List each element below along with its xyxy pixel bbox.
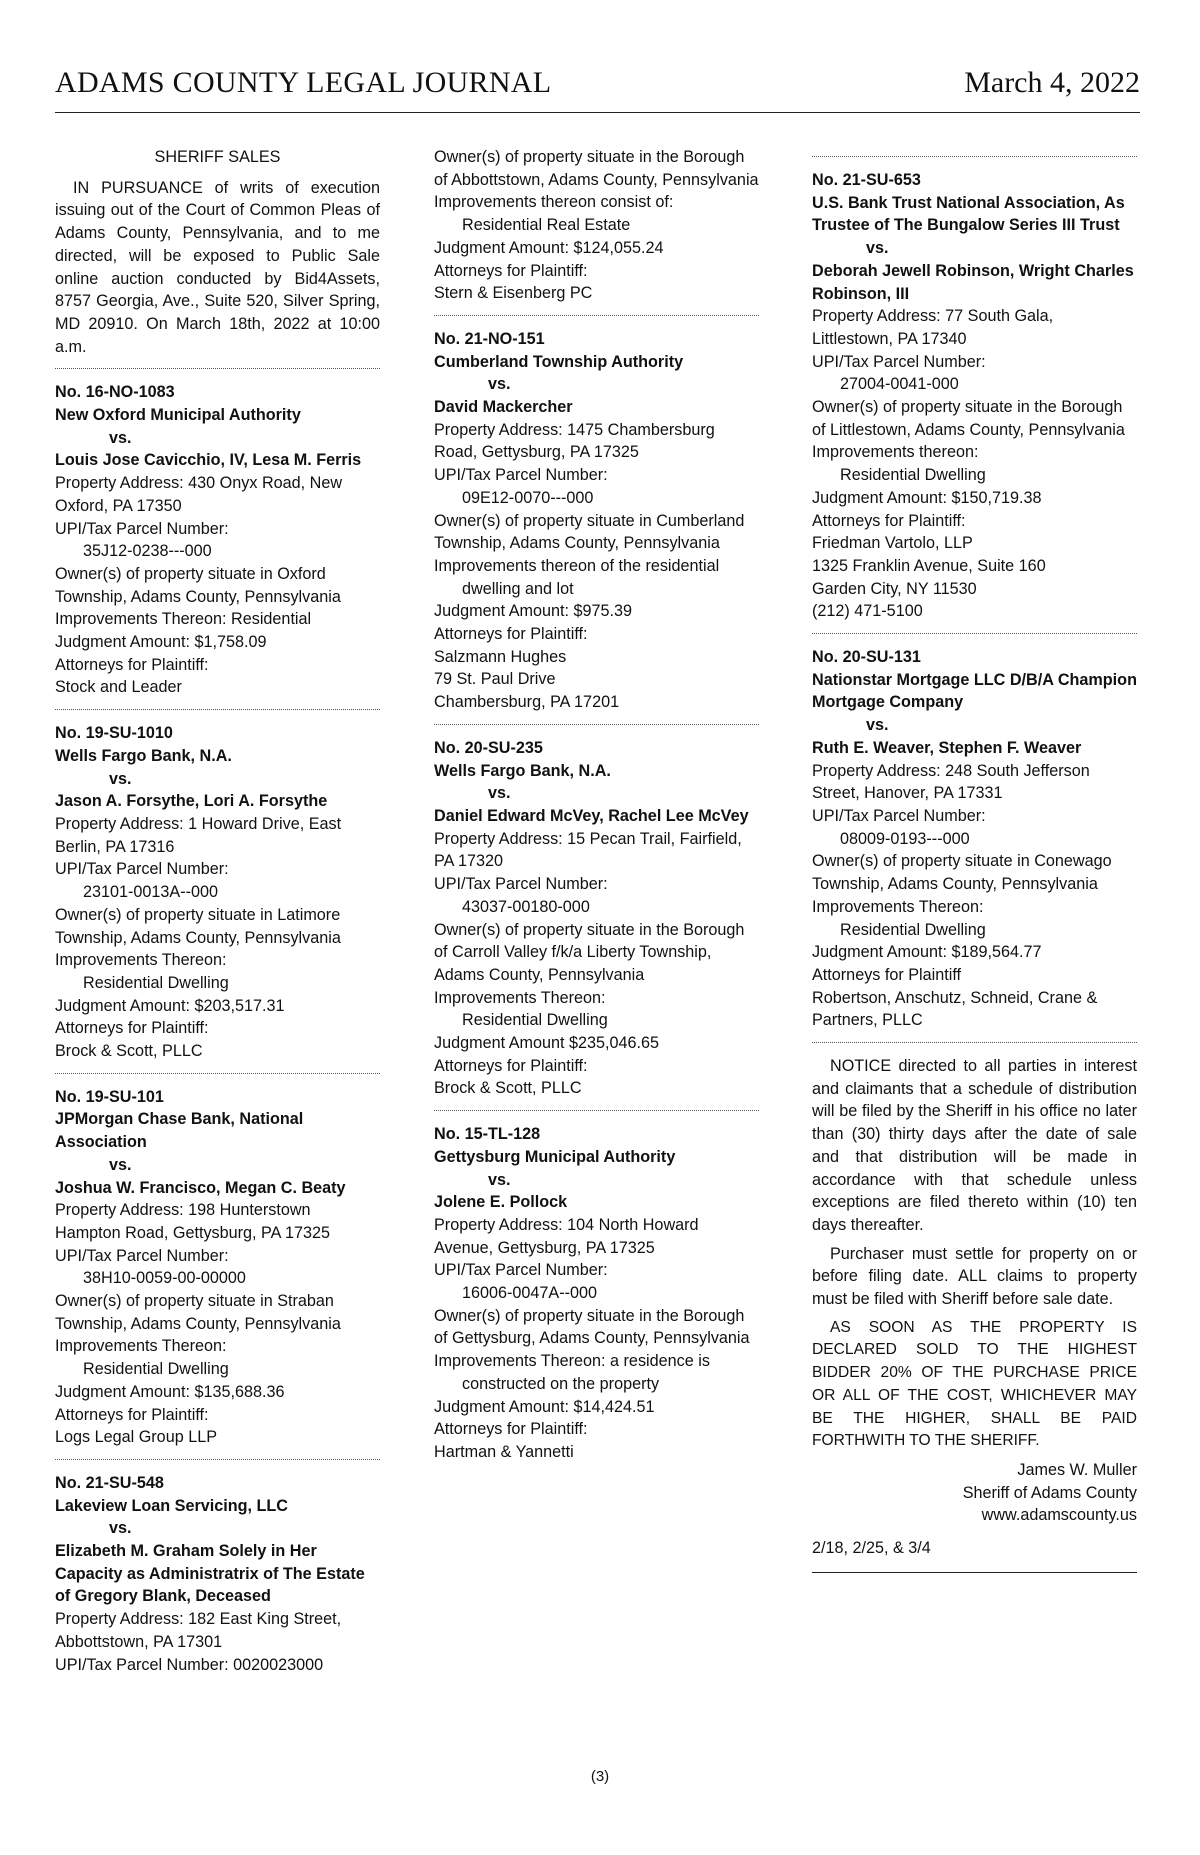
case-entry <box>55 722 380 1063</box>
defendant: Ruth E. Weaver, Stephen F. Weaver <box>812 738 1082 757</box>
attorneys-address-line-2: Chambersburg, PA 17201 <box>434 693 620 712</box>
intro-text: IN PURSUANCE of writs of execution issuing out of the Court of Common Pleas of Adams County, Pennsylvania, and to me directed, will be exposed to Public Sale online auction conducted by Bid4Assets, 8757 Georgia, Ave., Suite 520, Silver Spring, MD 20910. On March 18th, 2022 at 10:00 a.m. <box>55 178 380 356</box>
case-number: No. 21-SU-548 <box>55 1473 164 1492</box>
attorneys: Robertson, Anschutz, Schneid, Crane & Partners, PLLC <box>812 988 1098 1030</box>
dotted-separator <box>812 633 1137 634</box>
case-entry <box>434 328 759 714</box>
attorneys-label: Attorneys for Plaintiff: <box>434 261 588 280</box>
case-entry <box>812 169 1137 623</box>
defendant: Deborah Jewell Robinson, Wright Charles Robinson, III <box>812 261 1134 303</box>
judgment-amount: Judgment Amount: $975.39 <box>434 602 632 621</box>
issue-date: March 4, 2022 <box>964 66 1140 99</box>
upi-number: 16006-0047A--000 <box>462 1284 598 1303</box>
owner-info: Owner(s) of property situate in the Borough of Gettysburg, Adams County, Pennsylvania <box>434 1306 750 1348</box>
attorneys: Friedman Vartolo, LLP <box>812 534 973 553</box>
attorneys-address-line-1: 79 St. Paul Drive <box>434 670 556 689</box>
judgment-amount: Judgment Amount: $150,719.38 <box>812 488 1042 507</box>
plaintiff: Gettysburg Municipal Authority <box>434 1147 676 1166</box>
plaintiff: Nationstar Mortgage LLC D/B/A Champion Mortgage Company <box>812 670 1137 712</box>
upi-label: UPI/Tax Parcel Number: <box>55 519 229 538</box>
versus: vs. <box>488 784 511 803</box>
dotted-separator <box>812 156 1137 157</box>
case-number: No. 16-NO-1083 <box>55 383 175 402</box>
plaintiff: Wells Fargo Bank, N.A. <box>55 746 232 765</box>
attorneys-label: Attorneys for Plaintiff: <box>812 511 966 530</box>
property-address: Property Address: 198 Hunterstown Hampton Road, Gettysburg, PA 17325 <box>55 1201 331 1242</box>
dotted-separator <box>55 709 380 710</box>
defendant: David Mackercher <box>434 398 573 417</box>
improvements-label: Improvements Thereon: <box>434 988 606 1007</box>
dotted-separator <box>434 724 759 725</box>
versus: vs. <box>109 769 132 788</box>
property-address: Property Address: 77 South Gala, Littlestown, PA 17340 <box>812 307 1054 348</box>
journal-title: ADAMS COUNTY LEGAL JOURNAL <box>55 66 552 99</box>
versus: vs. <box>109 428 132 447</box>
column-3 <box>812 146 1137 1573</box>
plaintiff: U.S. Bank Trust National Association, As Trustee of The Bungalow Series III Trust <box>812 193 1125 235</box>
improvements: Residential Dwelling <box>840 920 986 939</box>
owner-info: Owner(s) of property situate in the Borough of Carroll Valley f/k/a Liberty Township, Adams County, Pennsylvania <box>434 920 745 984</box>
upi-label: UPI/Tax Parcel Number: <box>812 806 986 825</box>
plaintiff: Cumberland Township Authority <box>434 352 684 371</box>
dotted-separator <box>55 1073 380 1074</box>
attorneys: Stern & Eisenberg PC <box>434 284 593 303</box>
sheriff-title: Sheriff of Adams County <box>962 1483 1137 1502</box>
attorneys: Salzmann Hughes <box>434 647 567 666</box>
case-number: No. 20-SU-235 <box>434 738 543 757</box>
judgment-amount: Judgment Amount: $189,564.77 <box>812 943 1042 962</box>
versus: vs. <box>109 1519 132 1538</box>
judgment-amount: Judgment Amount: $1,758.09 <box>55 633 267 652</box>
property-address: Property Address: 248 South Jefferson Street, Hanover, PA 17331 <box>812 761 1090 803</box>
improvements: Residential Dwelling <box>83 973 229 992</box>
case-entry <box>55 1472 380 1676</box>
upi-label: UPI/Tax Parcel Number: <box>55 1246 229 1265</box>
versus: vs. <box>109 1155 132 1174</box>
plaintiff: JPMorgan Chase Bank, National Association <box>55 1110 304 1152</box>
case-entry <box>434 1123 759 1464</box>
attorneys-label: Attorneys for Plaintiff: <box>434 625 588 644</box>
owner-info: Owner(s) of property situate in the Borough of Abbottstown, Adams County, Pennsylvania <box>434 148 759 189</box>
owner-info: Owner(s) of property situate in Conewago Township, Adams County, Pennsylvania <box>812 852 1112 894</box>
case-entry <box>434 737 759 1100</box>
case-number: No. 19-SU-1010 <box>55 724 173 743</box>
dotted-separator <box>55 1459 380 1460</box>
improvements-label: Improvements Thereon: <box>812 897 984 916</box>
owner-info: Owner(s) of property situate in the Borough of Littlestown, Adams County, Pennsylvania <box>812 398 1125 439</box>
end-rule <box>812 1572 1137 1573</box>
section-title: SHERIFF SALES <box>154 148 281 166</box>
attorneys: Logs Legal Group LLP <box>55 1428 217 1447</box>
improvements: Residential Dwelling <box>83 1360 229 1379</box>
case-number: No. 19-SU-101 <box>55 1087 164 1106</box>
plaintiff: Lakeview Loan Servicing, LLC <box>55 1496 288 1515</box>
improvements: Residential Dwelling <box>462 1011 608 1030</box>
dotted-separator <box>434 315 759 316</box>
upi-number: 43037-00180-000 <box>462 897 590 916</box>
case-number: No. 20-SU-131 <box>812 648 921 667</box>
dotted-separator <box>812 1042 1137 1043</box>
property-address: Property Address: 1 Howard Drive, East Berlin, PA 17316 <box>55 814 342 856</box>
case-entry <box>55 381 380 699</box>
distribution-notice: NOTICE directed to all parties in interest and claimants that a schedule of distribution will be filed by the Sheriff in his office no later than (30) thirty days after the date of sale and that distribution will be made in accordance with that schedule unless exceptions are filed thereto within (10) ten days thereafter. <box>812 1057 1137 1234</box>
column-1 <box>55 146 380 1676</box>
upi-label: UPI/Tax Parcel Number: <box>434 875 608 894</box>
signature-block <box>812 1459 1137 1527</box>
improvements-label: Improvements thereon consist of: <box>434 193 674 212</box>
attorneys: Hartman & Yannetti <box>434 1442 574 1461</box>
attorneys-label: Attorneys for Plaintiff <box>812 965 962 984</box>
attorneys: Brock & Scott, PLLC <box>55 1042 203 1061</box>
upi-number: 35J12-0238---000 <box>83 542 212 561</box>
page-header <box>55 62 1140 113</box>
upi-label: UPI/Tax Parcel Number: <box>434 1261 608 1280</box>
defendant: Elizabeth M. Graham Solely in Her Capacity as Administratrix of The Estate of Gregory Blank, Deceased <box>55 1542 365 1606</box>
property-address: Property Address: 15 Pecan Trail, Fairfield, PA 17320 <box>434 829 742 871</box>
attorneys-label: Attorneys for Plaintiff: <box>55 655 209 674</box>
defendant: Daniel Edward McVey, Rachel Lee McVey <box>434 806 749 825</box>
case-entry <box>812 646 1137 1032</box>
judgment-amount: Judgment Amount: $14,424.51 <box>434 1397 655 1416</box>
owner-info: Owner(s) of property situate in Straban Township, Adams County, Pennsylvania <box>55 1292 341 1333</box>
attorneys-address-line-1: 1325 Franklin Avenue, Suite 160 <box>812 556 1046 575</box>
attorneys-label: Attorneys for Plaintiff: <box>434 1420 588 1439</box>
improvements: Improvements thereon of the residential dwelling and lot <box>434 556 720 598</box>
upi-number: 38H10-0059-00-00000 <box>83 1269 246 1288</box>
page-number: (3) <box>590 1768 610 1785</box>
upi-label: UPI/Tax Parcel Number: <box>55 860 229 879</box>
versus: vs. <box>866 716 889 735</box>
dotted-separator <box>434 1110 759 1111</box>
improvements: Improvements Thereon: a residence is constructed on the property <box>434 1352 710 1393</box>
attorneys-address-line-2: Garden City, NY 11530 <box>812 579 977 598</box>
upi-label: UPI/Tax Parcel Number: <box>812 352 986 371</box>
upi-number: 27004-0041-000 <box>840 375 959 394</box>
upi-label: UPI/Tax Parcel Number: <box>434 466 608 485</box>
owner-info: Owner(s) of property situate in Oxford Township, Adams County, Pennsylvania <box>55 564 341 606</box>
publication-dates: 2/18, 2/25, & 3/4 <box>812 1539 931 1558</box>
upi-number: 23101-0013A--000 <box>83 883 219 902</box>
defendant: Jolene E. Pollock <box>434 1193 568 1212</box>
judgment-amount: Judgment Amount $235,046.65 <box>434 1034 659 1053</box>
upi-number: 08009-0193---000 <box>840 829 970 848</box>
case-entry <box>55 1086 380 1449</box>
judgment-amount: Judgment Amount: $135,688.36 <box>55 1382 285 1401</box>
versus: vs. <box>488 375 511 394</box>
improvements: Improvements Thereon: Residential <box>55 610 312 629</box>
upi-number: 09E12-0070---000 <box>462 488 594 507</box>
attorneys: Stock and Leader <box>55 678 182 697</box>
property-address: Property Address: 430 Onyx Road, New Oxford, PA 17350 <box>55 474 343 515</box>
versus: vs. <box>488 1170 511 1189</box>
attorneys-label: Attorneys for Plaintiff: <box>55 1405 209 1424</box>
improvements-label: Improvements Thereon: <box>55 951 227 970</box>
property-address: Property Address: 104 North Howard Avenue, Gettysburg, PA 17325 <box>434 1215 699 1257</box>
owner-info: Owner(s) of property situate in Cumberland Township, Adams County, Pennsylvania <box>434 511 745 553</box>
property-address: Property Address: 1475 Chambersburg Road, Gettysburg, PA 17325 <box>434 420 715 462</box>
payment-notice: AS SOON AS THE PROPERTY IS DECLARED SOLD TO THE HIGHEST BIDDER 20% OF THE PURCHASE PRICE OR ALL OF THE COST, WHICHEVER MAY BE THE HIGHER, SHALL BE PAID FORTHWITH TO THE SHERIFF. <box>812 1318 1137 1450</box>
case-number: No. 15-TL-128 <box>434 1125 541 1144</box>
case-number: No. 21-NO-151 <box>434 329 545 348</box>
defendant: Jason A. Forsythe, Lori A. Forsythe <box>55 792 328 811</box>
improvements: Residential Real Estate <box>462 216 631 235</box>
column-2 <box>434 146 759 1464</box>
sheriff-website: www.adamscounty.us <box>981 1506 1137 1525</box>
defendant: Louis Jose Cavicchio, IV, Lesa M. Ferris <box>55 451 362 470</box>
case-entry-continued <box>434 146 759 305</box>
judgment-amount: Judgment Amount: $203,517.31 <box>55 996 285 1015</box>
attorneys: Brock & Scott, PLLC <box>434 1079 582 1098</box>
defendant: Joshua W. Francisco, Megan C. Beaty <box>55 1178 346 1197</box>
versus: vs. <box>866 239 889 258</box>
case-number: No. 21-SU-653 <box>812 171 921 189</box>
improvements: Residential Dwelling <box>840 466 986 485</box>
attorneys-phone: (212) 471-5100 <box>812 602 923 621</box>
judgment-amount: Judgment Amount: $124,055.24 <box>434 238 664 257</box>
plaintiff: Wells Fargo Bank, N.A. <box>434 761 611 780</box>
upi-inline: UPI/Tax Parcel Number: 0020023000 <box>55 1655 324 1674</box>
improvements-label: Improvements Thereon: <box>55 1337 227 1356</box>
dotted-separator <box>55 368 380 369</box>
plaintiff: New Oxford Municipal Authority <box>55 406 301 425</box>
attorneys-label: Attorneys for Plaintiff: <box>434 1056 588 1075</box>
attorneys-label: Attorneys for Plaintiff: <box>55 1019 209 1038</box>
improvements-label: Improvements thereon: <box>812 443 979 462</box>
property-address: Property Address: 182 East King Street, Abbottstown, PA 17301 <box>55 1610 342 1651</box>
owner-info: Owner(s) of property situate in Latimore Township, Adams County, Pennsylvania <box>55 905 341 947</box>
sheriff-name: James W. Muller <box>1017 1460 1137 1479</box>
purchaser-notice: Purchaser must settle for property on or before filing date. ALL claims to property must be filed with Sheriff before sale date. <box>812 1244 1137 1309</box>
